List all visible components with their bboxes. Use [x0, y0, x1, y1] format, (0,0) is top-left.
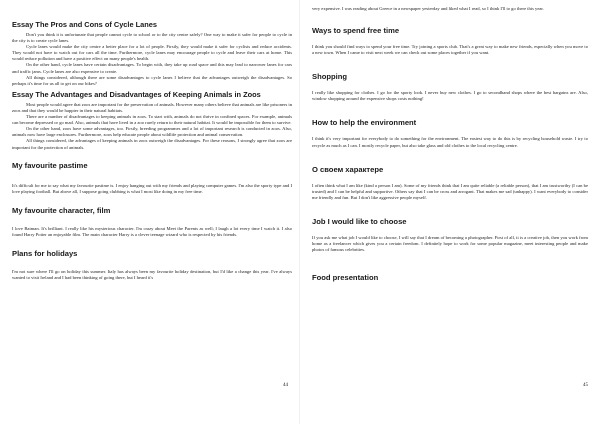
section-food-title: Food presentation [312, 273, 379, 283]
section-pastime [12, 161, 292, 195]
section-shopping-title: Shopping [312, 72, 348, 82]
paragraph: On the other hand, cycle lanes have certain disadvantages. To begin with, they take up road space and this may lead to narrower lanes for cars and traffic jams. Cycle lanes are also expensive to create. [12, 62, 292, 74]
section-food [312, 273, 588, 283]
section-free-time-text: I think you should find ways to spend your free time. Try joining a sports club. That's a great way to make new friends, especially when you move to a new town. When I came to visit next week we can check out some places together if you want. [312, 44, 588, 56]
section-shopping [312, 72, 588, 102]
section-holidays [12, 249, 292, 281]
section-environment-text: I think it's very important for everybody to do something for the environment. The easiest way to do this is by recycling household waste. I try to recycle as much as I can. I mostly recycle paper, but also take glass and old clothes to the local recycling centre. [312, 136, 588, 148]
paragraph: Cycle lanes would make the city centre a better place for a lot of people. Firstly, they would make it safer for cyclists and reduce accidents. They would not have to watch out for cars all the time. Furthermore, cycle lanes may encourage people to cycle and leave their cars at home. This would reduce pollution and have a positive effect on many people's health. [12, 44, 292, 62]
section-job-title: Job I would like to choose [312, 216, 407, 226]
section-environment-title: How to help the environment [312, 118, 417, 128]
paragraph: There are a number of disadvantages to keeping animals in zoos. To start with, animals do not thrive in confined spaces. For example, animals can become depressed or go mad. Also, animals that have lived in a zoo rarely return to their natural habitat. It would be impossible for them to survive. [12, 114, 292, 126]
paragraph: All things considered, although there are some disadvantages to cycle lanes I believe that the advantages outweigh the disadvantages. So perhaps it's time for us all to get on our bikes? [12, 74, 292, 86]
paragraph: Don't you think it is unfortunate that people cannot cycle to school or to the city centre safely? One way to make it safer for people to cycle in the city is to create cycle lanes. [12, 32, 292, 44]
essay-cycle-lanes-title: Essay The Pros and Cons of Cycle Lanes [12, 20, 157, 29]
section-shopping-text: I really like shopping for clothes. I go for the sporty look. I never buy new clothes. I go to secondhand shops where the best bargains are. Also, window shopping around the expensive shops costs nothing! [312, 90, 588, 102]
section-free-time-title: Ways to spend free time [312, 26, 400, 36]
section-character-title: My favourite character, film [12, 205, 111, 215]
holidays-continuation [312, 6, 588, 12]
section-environment [312, 118, 588, 148]
section-character-text: I love Batman. It's brilliant. I really like his mysterious character. I'm crazy about Meet the Parents as well; I laugh a lot every time I watch it. I also found Harry Potter an enjoyable film. The main character Harry is a clever teenage wizard who is respected by his friends. [12, 225, 292, 237]
paragraph: On the other hand, zoos have some advantages, too. Firstly, breeding programmes and a lot of important research is conducted in zoos. Also, animals now have large enclosures. Furthermore, zoos help educate people about wildlife protection and animal conservation. [12, 126, 292, 138]
section-holidays-title: Plans for holidays [12, 248, 78, 258]
essay-zoos [12, 90, 292, 151]
right-page [300, 0, 600, 424]
continuation-text: very expensive. I was reading about Greece in a newspaper yesterday and liked what I read, so I think I'll to go there this year. [312, 6, 544, 11]
section-holidays-text: I'm not sure where I'll go on holiday this summer. Italy has always been my favourite holiday destination, but I'd like a change this year. I've always wanted to visit Ireland and I had been thinking of going there, but I heard it's [12, 268, 292, 281]
essay-zoos-title: Essay The Advantages and Disadvantages of Keeping Animals in Zoos [12, 89, 261, 99]
section-job-text: If you ask me what job I would like to choose, I will say that I dream of becoming a photographer. First of all, it is a creative job, then you work from home as a freelancer which gives you a certain freedom. I definitely hope to work for some popular magazine, meet interesting people and make photos of famous celebrities. [312, 234, 588, 253]
section-pastime-title: My favourite pastime [12, 160, 88, 170]
section-free-time [312, 26, 588, 56]
section-character-ru-title: О своем характере [312, 164, 384, 174]
section-character-ru-text: I often think what I am like (kind a person I am). Some of my friends think that I am quite reliable (a reliable person), that I am trustworthy (I can be trusted) and I can be helpful and supportive. Others say that I can be cross and arrogant. That makes me sad (unhappy). I want everybody to consider me friendly and fun. But I don't like aggressive people myself. [312, 182, 588, 200]
paragraph: All things considered, the advantages of keeping animals in zoos outweigh the disadvantages. For these reasons, I strongly agree that zoos are important for the protection of animals. [12, 138, 292, 150]
essay-cycle-lanes [12, 20, 292, 87]
section-character-ru [312, 165, 588, 201]
section-pastime-text: It's difficult for me to say what my favourite pastime is. I enjoy hanging out with my friends and playing computer games. I'm also the sporty type and I love playing football. But above all, I suppose going clubbing is what I most like doing in my free time. [12, 182, 292, 194]
page-number: 45 [583, 383, 588, 388]
page-number: 44 [283, 383, 288, 388]
section-character [12, 206, 292, 238]
section-job [312, 217, 588, 253]
paragraph: Most people would agree that zoos are important for the preservation of animals. However many others believe that animals are like prisoners in zoos and that they would be happier in their natural habitats. [12, 101, 292, 113]
